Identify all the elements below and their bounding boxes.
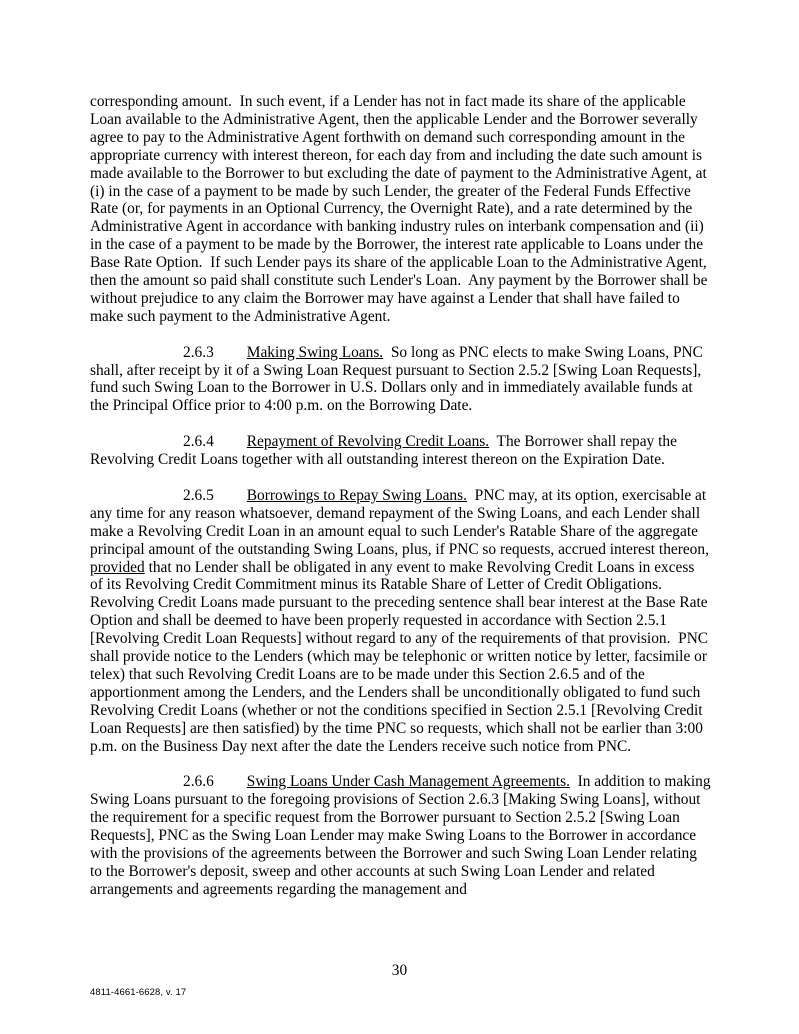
underlined-term: provided xyxy=(90,558,145,576)
section-body: In addition to making Swing Loans pursuant to the foregoing provisions of Section 2.6.3 [Making Swing Loans], without the requirement for a specific request from the Borrower pursuant to Section 2.5.2 [Swing Loan Requests], PNC as the Swing Loan Lender may make Swing Loans to the Borrower in accordance with the provisions of the agreements between the Borrower and such Swing Loan Lender relating to the Borrower's deposit, sweep and other accounts at such Swing Loan Lender and related arrangements and agreements regarding the management and xyxy=(90,773,715,898)
section-heading: Repayment of Revolving Credit Loans. xyxy=(246,433,490,451)
section-number: 2.6.5 xyxy=(183,486,214,504)
section-heading: Making Swing Loans. xyxy=(246,343,384,361)
section-body: So long as PNC elects to make Swing Loans, PNC shall, after receipt by it of a Swing Loan Request pursuant to Section 2.5.2 [Swing Loan Requests], fund such Swing Loan to the Borrower in U.S. Dollars only and in immediately available funds at the Principal Office prior to 4:00 p.m. on the Borrowing Date. xyxy=(90,343,707,415)
intro-paragraph xyxy=(90,93,711,326)
section-body: The Borrower shall repay the Revolving Credit Loans together with all outstanding interest thereon on the Expiration Date. xyxy=(90,433,681,469)
section-heading: Borrowings to Repay Swing Loans. xyxy=(246,486,467,504)
section-number: 2.6.3 xyxy=(183,343,214,361)
section-number: 2.6.6 xyxy=(183,773,214,791)
section-body-after: that no Lender shall be obligated in any event to make Revolving Credit Loans in excess of its Revolving Credit Commitment minus its Ratable Share of Letter of Credit Obligations. Revolving Credit Loans made pursuant to the preceding sentence shall bear interest at the Base Rate Option and shall be deemed to have been properly requested in accordance with Section 2.5.1 [Revolving Credit Loan Requests] without regard to any of the requirements of that provision. PNC shall provide notice to the Lenders (which may be telephonic or written notice by letter, facsimile or telex) that such Revolving Credit Loans are to be made under this Section 2.6.5 and of the apportionment among the Lenders, and the Lenders shall be unconditionally obligated to fund such Revolving Credit Loans (whether or not the conditions specified in Section 2.5.1 [Revolving Credit Loan Requests] are then satisfied) by the time PNC so requests, which shall not be earlier than 3:00 p.m. on the Business Day next after the date the Lenders receive such notice from PNC. xyxy=(90,558,712,755)
document-id-stamp: 4811-4661-6628, v. 17 xyxy=(90,987,187,998)
section-number: 2.6.4 xyxy=(183,433,214,451)
document-body xyxy=(90,93,715,899)
section-2-6-6 xyxy=(90,773,715,898)
section-2-6-5 xyxy=(90,487,711,756)
section-body-before: PNC may, at its option, exercisable at any time for any reason whatsoever, demand repayment of the Swing Loans, and each Lender shall make a Revolving Credit Loan in an amount equal to such Lender's Ratable Share of the aggregate principal amount of the outstanding Swing Loans, plus, if PNC so requests, accrued interest thereon, xyxy=(90,486,713,558)
section-2-6-3 xyxy=(90,344,711,416)
page-number: 30 xyxy=(391,962,408,979)
section-heading: Swing Loans Under Cash Management Agreements. xyxy=(246,773,570,791)
section-2-6-4 xyxy=(90,433,711,469)
intro-paragraph-text: corresponding amount. In such event, if a Lender has not in fact made its share of the applicable Loan available to the Administrative Agent, then the applicable Lender and the Borrower severally agree to pay to the Administrative Agent forthwith on demand such corresponding amount in the appropriate currency with interest thereon, for each day from and including the date such amount is made available to the Borrower to but excluding the date of payment to the Administrative Agent, at (i) in the case of a payment to be made by such Lender, the greater of the Federal Funds Effective Rate (or, for payments in an Optional Currency, the Overnight Rate), and a rate determined by the Administrative Agent in accordance with banking industry rules on interbank compensation and (ii) in the case of a payment to be made by the Borrower, the interest rate applicable to Loans under the Base Rate Option. If such Lender pays its share of the applicable Loan to the Administrative Agent, then the amount so paid shall constitute such Lender's Loan. Any payment by the Borrower shall be without prejudice to any claim the Borrower may have against a Lender that shall have failed to make such payment to the Administrative Agent. xyxy=(90,93,712,325)
